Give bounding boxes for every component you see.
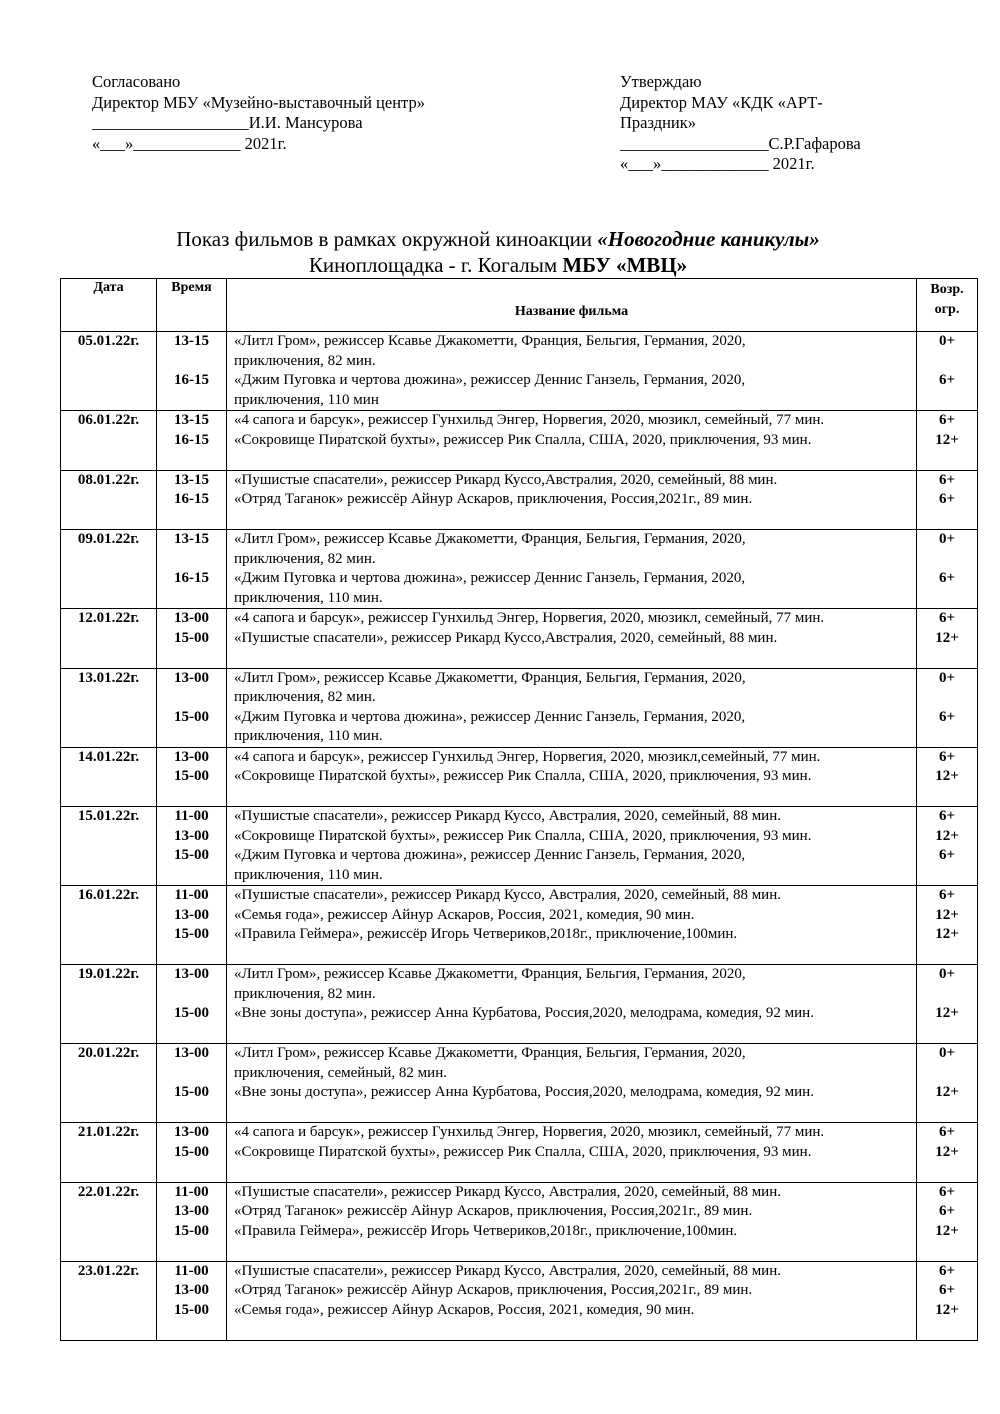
title-line2-bold: МБУ «МВЦ» bbox=[562, 253, 688, 277]
table-row bbox=[61, 747, 978, 807]
show-time: 15-00 bbox=[174, 708, 209, 725]
time-cell bbox=[157, 470, 227, 530]
approval-right-line: Утверждаю bbox=[620, 72, 702, 91]
date-cell bbox=[61, 470, 157, 530]
age-rating bbox=[917, 1064, 977, 1084]
approval-left-line: ___________________И.И. Мансурова bbox=[92, 113, 363, 132]
film-title-line bbox=[234, 510, 916, 530]
show-time: 13-00 bbox=[174, 1124, 209, 1140]
show-time: 13-00 bbox=[174, 827, 209, 844]
film-title-line bbox=[234, 1162, 916, 1182]
table-row bbox=[61, 965, 978, 1044]
schedule-table bbox=[60, 278, 978, 1341]
approval-block-right bbox=[620, 72, 950, 175]
show-date: 22.01.22г. bbox=[77, 1183, 140, 1200]
age-rating: 12+ bbox=[935, 827, 959, 844]
age-rating bbox=[917, 688, 977, 708]
film-title-line: приключения, 110 мин. bbox=[234, 866, 383, 883]
show-time bbox=[157, 391, 226, 411]
age-rating: 6+ bbox=[938, 610, 956, 626]
age-rating bbox=[917, 866, 977, 886]
age-rating bbox=[917, 787, 977, 807]
header-age bbox=[917, 279, 978, 332]
time-cell bbox=[157, 807, 227, 886]
show-time: 11-00 bbox=[174, 887, 209, 903]
approval-left-line: «___»_____________ 2021г. bbox=[92, 133, 287, 153]
film-title-line: «4 сапога и барсук», режиссер Гунхильд Энгер, Норвегия, 2020, мюзикл, семейный, 77 мин. bbox=[234, 412, 825, 428]
age-cell bbox=[917, 530, 978, 609]
show-time: 13-00 bbox=[174, 1203, 209, 1219]
age-cell bbox=[917, 470, 978, 530]
film-title-line bbox=[234, 648, 916, 668]
film-title-line: приключения, 82 мин. bbox=[234, 985, 376, 1002]
show-time bbox=[157, 450, 226, 470]
show-time: 16-15 bbox=[174, 431, 209, 448]
age-rating: 6+ bbox=[938, 808, 956, 824]
film-title-line: приключения, 110 мин. bbox=[234, 728, 383, 744]
age-rating: 6+ bbox=[938, 412, 956, 428]
film-title-line: «Литл Гром», режиссер Ксавье Джакометти, Франция, Бельгия, Германия, 2020, bbox=[234, 966, 746, 982]
film-title-line: «4 сапога и барсук», режиссер Гунхильд Энгер, Норвегия, 2020, мюзикл, семейный, 77 мин. bbox=[234, 1124, 825, 1140]
age-rating bbox=[917, 945, 977, 965]
show-time: 13-00 bbox=[174, 1045, 209, 1061]
film-title-line: «Правила Геймера», режиссёр Игорь Четвериков,2018г., приключение,100мин. bbox=[234, 926, 738, 942]
age-cell bbox=[917, 1182, 978, 1261]
film-title-line: «Пушистые спасатели», режиссер Рикард Куссо, Австралия, 2020, семейный, 88 мин. bbox=[234, 887, 781, 903]
film-title-line: «Литл Гром», режиссер Ксавье Джакометти, Франция, Бельгия, Германия, 2020, bbox=[234, 1045, 746, 1061]
date-cell bbox=[61, 747, 157, 807]
show-date: 23.01.22г. bbox=[77, 1262, 140, 1279]
age-rating: 12+ bbox=[935, 1222, 959, 1239]
show-time: 16-15 bbox=[174, 372, 209, 388]
table-row bbox=[61, 470, 978, 530]
film-title-line: «Вне зоны доступа», режиссер Анна Курбатова, Россия,2020, мелодрама, комедия, 92 мин. bbox=[234, 1084, 814, 1100]
film-title-line: «Джим Пуговка и чертова дюжина», режиссер Деннис Ганзель, Германия, 2020, bbox=[234, 570, 746, 586]
show-time: 13-00 bbox=[174, 966, 209, 982]
film-title-line: «Пушистые спасатели», режиссер Рикард Куссо,Австралия, 2020, семейный, 88 мин. bbox=[234, 471, 778, 488]
film-title-line: «Сокровище Пиратской бухты», режиссер Рик Спалла, США, 2020, приключения, 93 мин. bbox=[234, 768, 812, 784]
header-age-line2: огр. bbox=[934, 302, 960, 317]
date-cell bbox=[61, 332, 157, 411]
title-highlight: «Новогодние каникулы» bbox=[597, 227, 820, 251]
show-time bbox=[157, 866, 226, 886]
film-cell bbox=[227, 332, 917, 411]
table-row bbox=[61, 668, 978, 747]
film-title-line: «Сокровище Пиратской бухты», режиссер Рик Спалла, США, 2020, приключения, 93 мин. bbox=[234, 1143, 812, 1160]
age-cell bbox=[917, 1123, 978, 1183]
age-rating: 6+ bbox=[938, 372, 956, 388]
show-date: 19.01.22г. bbox=[77, 966, 140, 982]
age-rating bbox=[917, 589, 977, 609]
time-cell bbox=[157, 530, 227, 609]
film-title-line: «Отряд Таганок» режиссёр Айнур Аскаров, приключения, Россия,2021г., 89 мин. bbox=[234, 1203, 753, 1219]
header-date: Дата bbox=[61, 279, 157, 332]
film-cell bbox=[227, 1261, 917, 1340]
show-time: 13-00 bbox=[174, 669, 209, 686]
age-rating: 6+ bbox=[938, 1282, 956, 1298]
age-rating: 6+ bbox=[938, 1183, 956, 1200]
age-rating: 0+ bbox=[938, 1045, 956, 1061]
film-cell bbox=[227, 668, 917, 747]
film-title-line: «Джим Пуговка и чертова дюжина», режиссер Деннис Ганзель, Германия, 2020, bbox=[234, 372, 746, 388]
age-rating bbox=[917, 450, 977, 470]
film-title-line: приключения, 82 мин. bbox=[234, 550, 376, 567]
title-line2-prefix: Киноплощадка - г. Когалым bbox=[308, 253, 563, 277]
age-rating: 12+ bbox=[935, 1005, 959, 1021]
show-time bbox=[157, 550, 226, 570]
time-cell bbox=[157, 1123, 227, 1183]
date-cell bbox=[61, 668, 157, 747]
film-title-line bbox=[234, 450, 916, 470]
schedule-body bbox=[61, 332, 978, 1341]
date-cell bbox=[61, 1044, 157, 1123]
film-title-line: «Отряд Таганок» режиссёр Айнур Аскаров, приключения, Россия,2021г., 89 мин. bbox=[234, 491, 753, 507]
film-cell bbox=[227, 1123, 917, 1183]
film-title-line: «Литл Гром», режиссер Ксавье Джакометти, Франция, Бельгия, Германия, 2020, bbox=[234, 333, 746, 349]
age-rating: 6+ bbox=[938, 748, 956, 765]
age-rating bbox=[917, 985, 977, 1005]
show-time bbox=[157, 727, 226, 747]
show-date: 16.01.22г. bbox=[77, 887, 140, 903]
show-date: 14.01.22г. bbox=[77, 748, 140, 765]
header-time: Время bbox=[157, 279, 227, 332]
show-time: 16-15 bbox=[174, 570, 209, 586]
show-time: 15-00 bbox=[174, 1084, 209, 1100]
time-cell bbox=[157, 1261, 227, 1340]
table-row bbox=[61, 1044, 978, 1123]
show-date: 05.01.22г. bbox=[77, 333, 140, 349]
show-time: 13-00 bbox=[174, 906, 209, 923]
show-time bbox=[157, 1024, 226, 1044]
approval-right-line: Директор МАУ «КДК «АРТ- bbox=[620, 92, 823, 112]
approval-right-line: «___»_____________ 2021г. bbox=[620, 154, 815, 173]
show-time: 13-15 bbox=[174, 333, 209, 349]
age-rating: 12+ bbox=[935, 926, 959, 942]
age-rating bbox=[917, 352, 977, 372]
show-date: 08.01.22г. bbox=[77, 471, 140, 488]
film-title-line bbox=[234, 1241, 916, 1261]
date-cell bbox=[61, 609, 157, 669]
age-rating: 6+ bbox=[938, 708, 956, 725]
show-time: 15-00 bbox=[174, 1143, 209, 1160]
show-time: 13-15 bbox=[174, 531, 209, 547]
date-cell bbox=[61, 530, 157, 609]
film-title-line: «Джим Пуговка и чертова дюжина», режиссер Деннис Ганзель, Германия, 2020, bbox=[234, 708, 746, 725]
show-time bbox=[157, 1103, 226, 1123]
film-title-line: «Правила Геймера», режиссёр Игорь Четвериков,2018г., приключение,100мин. bbox=[234, 1222, 738, 1239]
film-title-line: «Литл Гром», режиссер Ксавье Джакометти, Франция, Бельгия, Германия, 2020, bbox=[234, 669, 746, 686]
film-title-line: приключения, 82 мин. bbox=[234, 689, 376, 705]
film-title-line: «Пушистые спасатели», режиссер Рикард Куссо, Австралия, 2020, семейный, 88 мин. bbox=[234, 1183, 781, 1200]
film-title-line: «Пушистые спасатели», режиссер Рикард Куссо, Австралия, 2020, семейный, 88 мин. bbox=[234, 808, 781, 824]
show-time: 13-15 bbox=[174, 412, 209, 428]
date-cell bbox=[61, 886, 157, 965]
age-rating bbox=[917, 1320, 977, 1340]
time-cell bbox=[157, 609, 227, 669]
show-time bbox=[157, 589, 226, 609]
show-time: 15-00 bbox=[174, 1301, 209, 1318]
film-title-line: «Литл Гром», режиссер Ксавье Джакометти, Франция, Бельгия, Германия, 2020, bbox=[234, 531, 746, 547]
film-title-line: «Семья года», режиссер Айнур Аскаров, Россия, 2021, комедия, 90 мин. bbox=[234, 1301, 695, 1318]
time-cell bbox=[157, 411, 227, 471]
age-cell bbox=[917, 965, 978, 1044]
time-cell bbox=[157, 1044, 227, 1123]
age-rating: 6+ bbox=[938, 1262, 956, 1279]
age-cell bbox=[917, 1261, 978, 1340]
age-cell bbox=[917, 1044, 978, 1123]
age-cell bbox=[917, 807, 978, 886]
show-time: 15-00 bbox=[174, 629, 209, 646]
show-time bbox=[157, 985, 226, 1005]
document-title bbox=[60, 226, 936, 278]
age-rating bbox=[917, 1024, 977, 1044]
age-rating: 6+ bbox=[938, 847, 956, 863]
header-film: Название фильма bbox=[227, 279, 917, 332]
show-time: 15-00 bbox=[174, 926, 209, 942]
film-cell bbox=[227, 1182, 917, 1261]
date-cell bbox=[61, 1182, 157, 1261]
age-rating: 0+ bbox=[938, 531, 956, 547]
film-cell bbox=[227, 965, 917, 1044]
film-title-line: «Сокровище Пиратской бухты», режиссер Рик Спалла, США, 2020, приключения, 93 мин. bbox=[234, 827, 812, 844]
age-rating: 12+ bbox=[935, 906, 959, 923]
film-cell bbox=[227, 1044, 917, 1123]
show-time: 15-00 bbox=[174, 1005, 209, 1021]
time-cell bbox=[157, 965, 227, 1044]
show-date: 12.01.22г. bbox=[77, 610, 140, 626]
film-title-line bbox=[234, 787, 916, 807]
age-rating: 6+ bbox=[938, 570, 956, 586]
age-rating: 6+ bbox=[938, 1124, 956, 1140]
table-row bbox=[61, 530, 978, 609]
time-cell bbox=[157, 332, 227, 411]
table-row bbox=[61, 886, 978, 965]
age-rating: 6+ bbox=[938, 471, 956, 488]
show-time: 15-00 bbox=[174, 768, 209, 784]
approval-right-line: __________________С.Р.Гафарова bbox=[620, 133, 861, 153]
age-rating bbox=[917, 510, 977, 530]
show-date: 09.01.22г. bbox=[77, 531, 140, 547]
table-row bbox=[61, 1182, 978, 1261]
film-title-line: «Джим Пуговка и чертова дюжина», режиссер Деннис Ганзель, Германия, 2020, bbox=[234, 847, 746, 863]
show-date: 13.01.22г. bbox=[77, 669, 140, 686]
age-rating: 0+ bbox=[938, 669, 956, 686]
film-title-line: «Пушистые спасатели», режиссер Рикард Куссо,Австралия, 2020, семейный, 88 мин. bbox=[234, 629, 778, 646]
time-cell bbox=[157, 668, 227, 747]
age-rating: 6+ bbox=[938, 887, 956, 903]
film-title-line: «Семья года», режиссер Айнур Аскаров, Россия, 2021, комедия, 90 мин. bbox=[234, 906, 695, 923]
time-cell bbox=[157, 747, 227, 807]
show-time bbox=[157, 945, 226, 965]
show-time bbox=[157, 787, 226, 807]
age-rating bbox=[917, 391, 977, 411]
film-title-line: «Сокровище Пиратской бухты», режиссер Рик Спалла, США, 2020, приключения, 93 мин. bbox=[234, 431, 812, 448]
table-row bbox=[61, 807, 978, 886]
age-rating: 12+ bbox=[935, 431, 959, 448]
age-rating: 12+ bbox=[935, 1143, 959, 1160]
table-header-row bbox=[61, 279, 978, 332]
table-row bbox=[61, 332, 978, 411]
show-time: 15-00 bbox=[174, 847, 209, 863]
time-cell bbox=[157, 886, 227, 965]
time-cell bbox=[157, 1182, 227, 1261]
show-date: 21.01.22г. bbox=[77, 1124, 140, 1140]
age-cell bbox=[917, 411, 978, 471]
show-time: 15-00 bbox=[174, 1222, 209, 1239]
show-time bbox=[157, 1241, 226, 1261]
age-cell bbox=[917, 668, 978, 747]
show-time: 11-00 bbox=[174, 1183, 209, 1200]
show-time: 11-00 bbox=[174, 1262, 209, 1279]
film-cell bbox=[227, 609, 917, 669]
show-date: 20.01.22г. bbox=[77, 1045, 140, 1061]
table-row bbox=[61, 1261, 978, 1340]
show-time bbox=[157, 1064, 226, 1084]
age-rating bbox=[917, 550, 977, 570]
film-title-line: «Вне зоны доступа», режиссер Анна Курбатова, Россия,2020, мелодрама, комедия, 92 мин. bbox=[234, 1005, 814, 1021]
film-title-line: приключения, 110 мин. bbox=[234, 589, 383, 606]
age-rating: 12+ bbox=[935, 629, 959, 646]
film-title-line bbox=[234, 945, 916, 965]
age-rating: 0+ bbox=[938, 333, 956, 349]
film-cell bbox=[227, 411, 917, 471]
film-cell bbox=[227, 886, 917, 965]
show-time: 11-00 bbox=[174, 808, 209, 824]
table-row bbox=[61, 411, 978, 471]
title-line-1 bbox=[60, 226, 936, 252]
approval-left-line: Директор МБУ «Музейно-выставочный центр» bbox=[92, 92, 425, 112]
age-cell bbox=[917, 332, 978, 411]
age-rating: 12+ bbox=[935, 1301, 959, 1318]
age-cell bbox=[917, 886, 978, 965]
age-rating bbox=[917, 1103, 977, 1123]
film-cell bbox=[227, 747, 917, 807]
table-row bbox=[61, 1123, 978, 1183]
show-time: 13-00 bbox=[174, 748, 209, 765]
show-time: 13-00 bbox=[174, 1282, 209, 1298]
approval-right-line: Праздник» bbox=[620, 113, 697, 132]
film-title-line: «4 сапога и барсук», режиссер Гунхильд Энгер, Норвегия, 2020, мюзикл, семейный, 77 мин. bbox=[234, 610, 825, 626]
date-cell bbox=[61, 411, 157, 471]
age-rating: 6+ bbox=[938, 491, 956, 507]
date-cell bbox=[61, 1123, 157, 1183]
show-time: 13-00 bbox=[174, 610, 209, 626]
approval-block-left bbox=[92, 72, 572, 154]
date-cell bbox=[61, 807, 157, 886]
age-rating bbox=[917, 648, 977, 668]
show-time bbox=[157, 1162, 226, 1182]
show-date: 15.01.22г. bbox=[77, 808, 140, 824]
film-title-line: приключения, 110 мин bbox=[234, 391, 379, 408]
film-title-line bbox=[234, 1103, 916, 1123]
film-title-line: приключения, семейный, 82 мин. bbox=[234, 1064, 447, 1081]
show-time: 16-15 bbox=[174, 491, 209, 507]
age-rating: 12+ bbox=[935, 1084, 959, 1100]
age-rating: 0+ bbox=[938, 966, 956, 982]
age-cell bbox=[917, 609, 978, 669]
film-title-line: «Отряд Таганок» режиссёр Айнур Аскаров, приключения, Россия,2021г., 89 мин. bbox=[234, 1282, 753, 1298]
date-cell bbox=[61, 1261, 157, 1340]
film-cell bbox=[227, 807, 917, 886]
film-title-line: «Пушистые спасатели», режиссер Рикард Куссо, Австралия, 2020, семейный, 88 мин. bbox=[234, 1262, 781, 1279]
film-cell bbox=[227, 470, 917, 530]
show-time bbox=[157, 1320, 226, 1340]
title-prefix: Показ фильмов в рамках окружной киноакции bbox=[176, 227, 598, 251]
film-title-line bbox=[234, 1320, 916, 1340]
age-rating bbox=[917, 1241, 977, 1261]
show-time bbox=[157, 648, 226, 668]
date-cell bbox=[61, 965, 157, 1044]
header-age-line1: Возр. bbox=[930, 282, 964, 297]
title-line-2 bbox=[60, 252, 936, 278]
age-rating bbox=[917, 727, 977, 747]
table-row bbox=[61, 609, 978, 669]
show-time bbox=[157, 352, 226, 372]
age-cell bbox=[917, 747, 978, 807]
film-title-line: «4 сапога и барсук», режиссер Гунхильд Энгер, Норвегия, 2020, мюзикл,семейный, 77 мин. bbox=[234, 748, 821, 765]
show-time: 13-15 bbox=[174, 471, 209, 488]
age-rating bbox=[917, 1162, 977, 1182]
show-time bbox=[157, 510, 226, 530]
age-rating: 6+ bbox=[938, 1203, 956, 1219]
approval-left-line: Согласовано bbox=[92, 72, 181, 91]
film-title-line: приключения, 82 мин. bbox=[234, 352, 376, 369]
film-cell bbox=[227, 530, 917, 609]
show-time bbox=[157, 688, 226, 708]
film-title-line bbox=[234, 1024, 916, 1044]
show-date: 06.01.22г. bbox=[77, 412, 140, 428]
age-rating: 12+ bbox=[935, 768, 959, 784]
